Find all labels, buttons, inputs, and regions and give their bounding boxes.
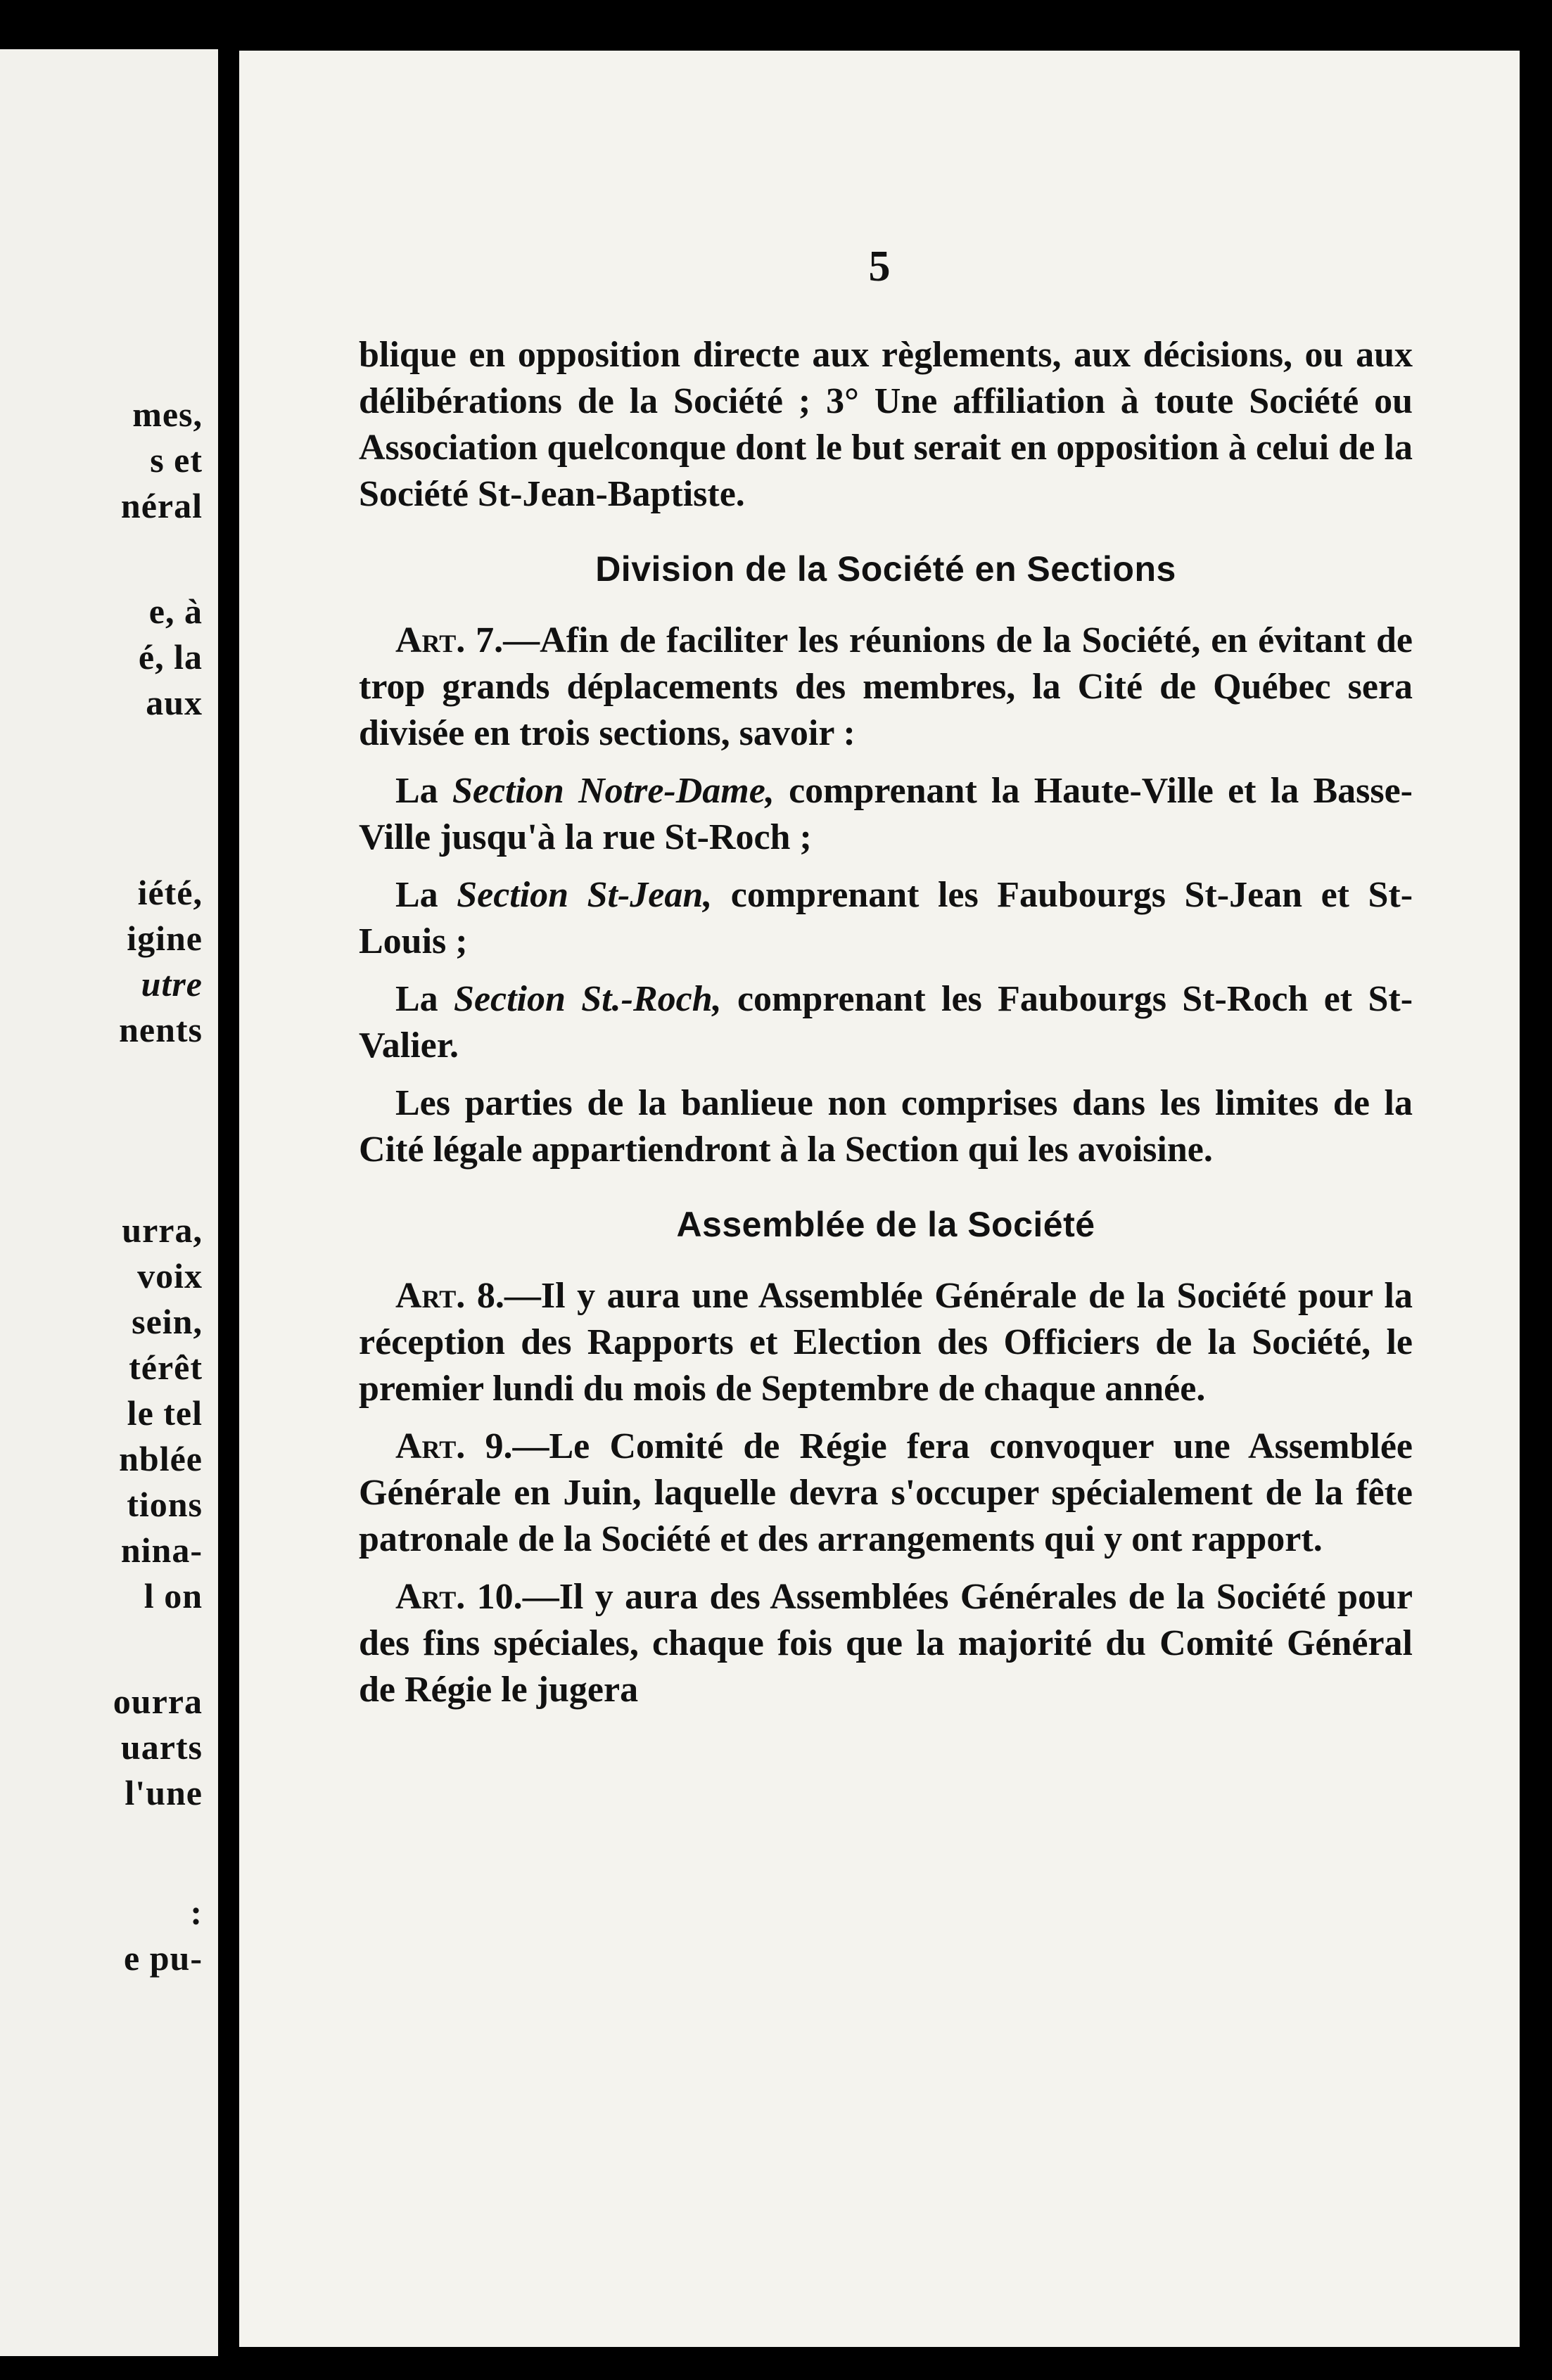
article-9-text: —Le Comité de Régie fera convoquer une Assemblée Générale en Juin, laquelle devra s'occuper spécialement de la fête patronale de la Société et des arrangements qui y ont rapport. bbox=[359, 1426, 1413, 1559]
left-page-fragment: igine bbox=[127, 919, 203, 958]
article-8 bbox=[359, 1273, 1413, 1412]
section-st-jean-prefix: La bbox=[395, 875, 457, 915]
left-page-fragment: mes, bbox=[132, 395, 203, 434]
left-page-fragment: tions bbox=[127, 1485, 203, 1524]
left-page-fragment: nblée bbox=[119, 1439, 203, 1478]
left-page-fragment: ourra bbox=[113, 1682, 203, 1721]
left-page-fragment: voix bbox=[137, 1256, 203, 1295]
left-page-fragment: nina- bbox=[120, 1530, 203, 1570]
left-page-fragment: l'une bbox=[125, 1773, 203, 1812]
article-7-text: —Afin de faciliter les réunions de la Société, en évitant de trop grands déplacements des membres, la Cité de Québec sera divisée en trois sections, savoir : bbox=[359, 620, 1413, 753]
right-page bbox=[239, 51, 1520, 2347]
section-st-roch-name: Section St.-Roch, bbox=[454, 979, 722, 1019]
article-9 bbox=[359, 1423, 1413, 1563]
left-page-fragment: néral bbox=[120, 486, 203, 525]
article-8-text: —Il y aura une Assemblée Générale de la Société pour la réception des Rapports et Election des Officiers de la Société, le premier lundi du mois de Septembre de chaque année. bbox=[359, 1276, 1413, 1409]
left-page-fragment: le tel bbox=[127, 1393, 203, 1433]
left-page-fragment: s et bbox=[150, 440, 203, 480]
banlieue-paragraph: Les parties de la banlieue non comprises dans les limites de la Cité légale appartiendront à la Section qui les avoisine. bbox=[359, 1083, 1413, 1170]
section-st-jean-text: comprenant les Faubourgs St-Jean et St-Louis ; bbox=[359, 875, 1413, 961]
left-page-fragment: e pu- bbox=[124, 1938, 203, 1978]
left-page-fragment: sein, bbox=[132, 1302, 203, 1341]
left-page-fragment: e, à bbox=[148, 591, 203, 631]
article-10-text: —Il y aura des Assemblées Générales de la Société pour des fins spéciales, chaque fois que la majorité du Comité Général de Régie le jugera bbox=[359, 1577, 1413, 1710]
left-page-fragment: é, la bbox=[138, 637, 203, 677]
section-st-jean bbox=[359, 872, 1413, 965]
page-number: 5 bbox=[868, 243, 891, 290]
article-10 bbox=[359, 1574, 1413, 1713]
left-page-fragment: : bbox=[190, 1893, 203, 1932]
section-st-jean-name: Section St-Jean, bbox=[457, 875, 713, 915]
section-notre-dame bbox=[359, 768, 1413, 861]
article-10-label: Art. 10. bbox=[395, 1577, 523, 1617]
left-page-fragment: l on bbox=[144, 1576, 203, 1616]
section-heading-division: Division de la Société en Sections bbox=[595, 549, 1176, 589]
intro-paragraph: blique en opposition directe aux règlements, aux décisions, ou aux délibérations de la Société ; 3° Une affiliation à toute Société ou Association quelconque dont le but serait en opposition à celui de la Société St-Jean-Baptiste. bbox=[359, 335, 1413, 514]
section-notre-dame-text: comprenant la Haute-Ville et la Basse-Ville jusqu'à la rue St-Roch ; bbox=[359, 771, 1413, 857]
left-page-fragment: nents bbox=[119, 1010, 203, 1049]
section-st-roch bbox=[359, 976, 1413, 1069]
book-gutter bbox=[218, 42, 239, 2363]
left-page-fragment: urra, bbox=[122, 1210, 203, 1250]
page-text bbox=[359, 332, 1413, 1725]
section-heading-assemblee: Assemblée de la Société bbox=[676, 1205, 1095, 1244]
left-page-fragment: aux bbox=[146, 683, 203, 722]
left-page-fragment: uarts bbox=[120, 1727, 203, 1767]
section-st-roch-prefix: La bbox=[395, 979, 454, 1019]
article-8-label: Art. 8. bbox=[395, 1276, 504, 1316]
section-st-roch-text: comprenant les Faubourgs St-Roch et St-Valier. bbox=[359, 979, 1413, 1066]
article-7-label: Art. 7. bbox=[395, 620, 504, 660]
left-page-fragment: iété, bbox=[137, 873, 203, 912]
left-page-fragment: utre bbox=[141, 964, 203, 1004]
section-notre-dame-name: Section Notre-Dame, bbox=[452, 771, 775, 811]
article-7 bbox=[359, 618, 1413, 757]
article-9-label: Art. 9. bbox=[395, 1426, 513, 1466]
section-notre-dame-prefix: La bbox=[395, 771, 452, 811]
left-page-fragment: térêt bbox=[129, 1348, 203, 1387]
left-facing-page bbox=[0, 49, 218, 2356]
